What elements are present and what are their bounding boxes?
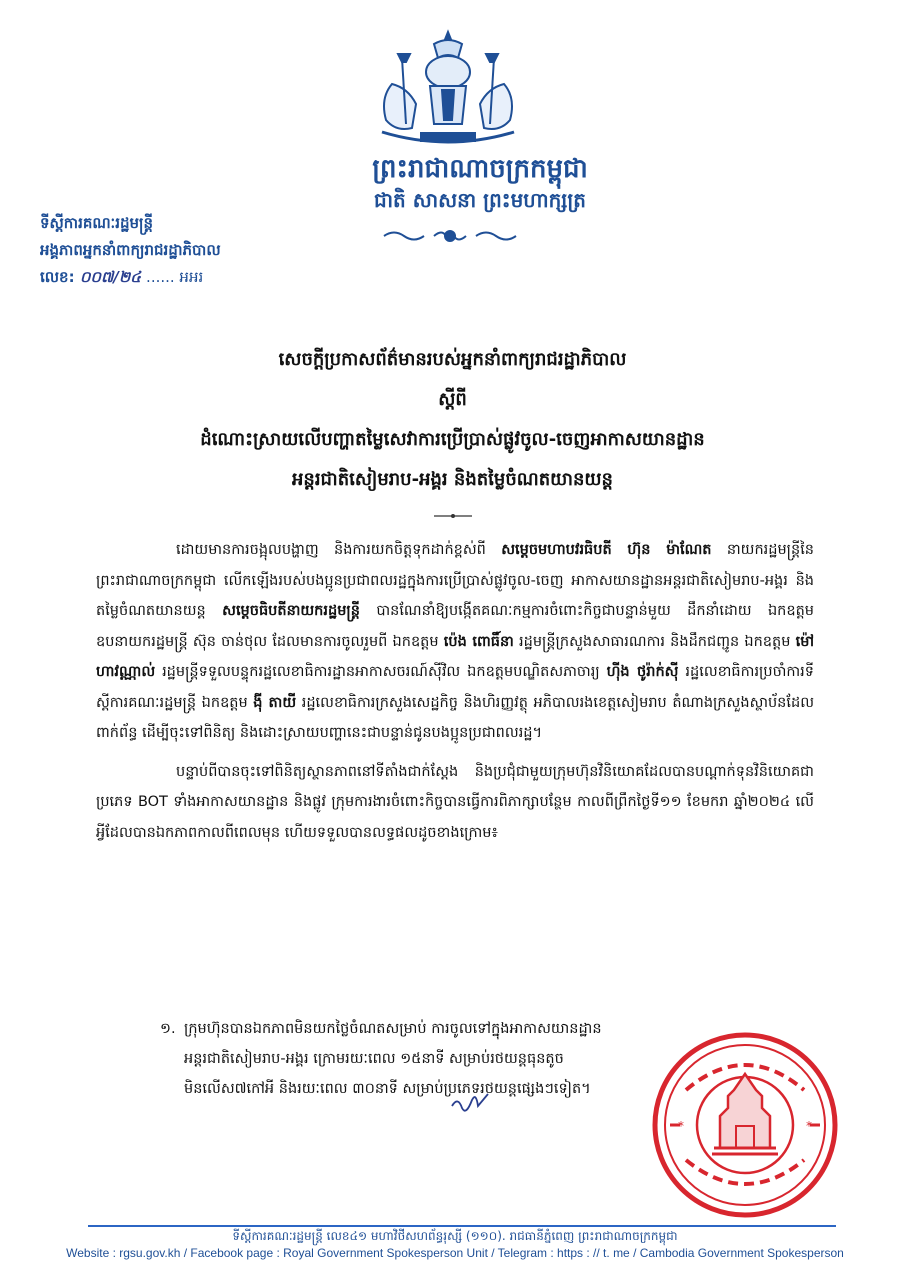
- document-body: [96, 535, 814, 856]
- handwritten-initial-icon: [448, 1088, 494, 1118]
- royal-coat-of-arms-icon: [372, 28, 524, 154]
- p1-text-e: បានណែនាំឱ្យបង្កើតគណៈកម្មការចំពោះកិច្ចជាបន្ទាន់មួយ ដឹកនាំដោយ ឯកឧត្តមឧបនាយករដ្ឋមន្ត្រី ស៊ុន ចាន់ថុល ដែលមានការចូលរួមពី ឯកឧត្តម: [96, 603, 814, 650]
- footer: [40, 1228, 870, 1262]
- title-line-3: ដំណោះស្រាយលើបញ្ហាតម្លៃសេវាការប្រើប្រាស់ផ្លូវចូល-ចេញអាកាសយានដ្ឋាន: [200, 429, 705, 450]
- p1-text-i: រដ្ឋមន្ត្រីទទួលបន្ទុករដ្ឋលេខាធិការដ្ឋានអាកាសចរណ៍ស៊ីវិល ឯកឧត្តមបណ្ឌិតសភាចារ្យ: [155, 664, 607, 680]
- p1-name-secretary-2: ង៉ី តាយី: [253, 694, 297, 711]
- svg-text:*: *: [806, 1119, 812, 1133]
- title-line-1: សេចក្តីប្រកាសព័ត៌មានរបស់អ្នកនាំពាក្យរាជរដ្ឋាភិបាល: [278, 349, 627, 370]
- reference-handwritten: ០០៧/២៤: [79, 268, 141, 286]
- result-item-1: [160, 1014, 630, 1104]
- footer-web-links: Website : rgsu.gov.kh / Facebook page : Royal Government Spokesperson Unit / Telegram : https : // t. me / Cambodia Government Spokesperson: [66, 1246, 844, 1260]
- title-line-2: ស្តីពី: [438, 389, 467, 410]
- p1-name-minister-2: ម៉ៅ ហាវណ្ណាល់: [96, 633, 815, 680]
- p1-title-pm: សម្តេចធិបតីនាយករដ្ឋមន្ត្រី: [222, 603, 360, 619]
- item-number: ១.: [160, 1021, 176, 1037]
- title-line-4: អន្តរជាតិសៀមរាប-អង្គរ និងតម្លៃចំណតយានយន្ត: [291, 469, 613, 490]
- p1-text-k: រដ្ឋលេខាធិការប្រចាំការទីស្តីការគណៈរដ្ឋមន្ត្រី ឯកឧត្តម: [96, 664, 814, 711]
- kingdom-motto: [290, 152, 670, 214]
- body-paragraph-2: បន្ទាប់ពីបានចុះទៅពិនិត្យស្ថានភាពនៅទីតាំងជាក់ស្តែង និងប្រជុំជាមួយក្រុមហ៊ុនវិនិយោគដែលបានបណ្តាក់ទុនវិនិយោគជាប្រភេទ BOT ទាំងអាកាសយានដ្ឋាន និងផ្លូវ ក្រុមការងារចំពោះកិច្ចបានធ្វើការពិភាក្សាបន្ថែម កាលពីព្រឹកថ្ងៃទី១១ ខែមករា ឆ្នាំ២០២៤ លើអ្វីដែលបានឯកភាពកាលពីពេលមុន ហើយទទួលបានលទ្ធផលដូចខាងក្រោម៖: [96, 763, 814, 841]
- national-motto: ជាតិ សាសនា ព្រះមហាក្សត្រ: [374, 188, 586, 212]
- p1-text-c: នាយករដ្ឋមន្ត្រីនៃព្រះរាជាណាចក្រកម្ពុជា លើកឡើងរបស់បងប្អូនប្រជាពលរដ្ឋក្នុងការប្រើប្រាស់ផ្លូវចូល-ចេញ អាកាសយានដ្ឋានអន្តរជាតិសៀមរាប-អង្គរ និងតម្លៃចំណតយានយន្ត: [96, 542, 815, 619]
- p1-text-a: ដោយមានការចង្អុលបង្ហាញ និងការយកចិត្តទុកដាក់ខ្ពស់ពី: [176, 542, 502, 558]
- body-paragraph-1: [96, 535, 814, 749]
- p1-name-minister-1: ប៉េង ពោធិ៍នា: [443, 633, 514, 650]
- office-name: ទីស្តីការគណៈរដ្ឋមន្ត្រី: [40, 214, 154, 232]
- title-divider-icon: [432, 512, 474, 520]
- reference-number: [40, 264, 360, 291]
- reference-label: លេខ:: [40, 268, 75, 286]
- issuing-office: [40, 210, 360, 291]
- p1-text-m: រដ្ឋលេខាធិការក្រសួងសេដ្ឋកិច្ច និងហិរញ្ញវត្ថុ អភិបាលរងខេត្តសៀមរាប តំណាងក្រសួងស្ថាប័នដែលពាក់ព័ន្ធ ដើម្បីចុះទៅពិនិត្យ និងដោះស្រាយបញ្ហានេះជាបន្ទាន់ជូនបងប្អូនប្រជាពលរដ្ឋ។: [96, 694, 814, 741]
- p1-name-pm: សម្តេចមហាបវរធិបតី ហ៊ុន ម៉ាណែត: [501, 542, 712, 558]
- ornament-divider-icon: [380, 227, 520, 245]
- kingdom-name: ព្រះរាជាណាចក្រកម្ពុជា: [372, 154, 588, 184]
- svg-text:*: *: [678, 1119, 684, 1133]
- document-title: [100, 340, 805, 500]
- p1-text-g: រដ្ឋមន្ត្រីក្រសួងសាធារណការ និងដឹកជញ្ជូន ឯកឧត្តម: [513, 633, 796, 650]
- official-red-seal-icon: [650, 1030, 840, 1220]
- footer-rule: [88, 1225, 836, 1227]
- footer-address: ទីស្តីការគណៈរដ្ឋមន្ត្រី លេខ៤១ មហាវិថីសហព័ន្ធរុស្សី (១១០). រាជធានីភ្នំពេញ ព្រះរាជាណាចក្រកម្ពុជា: [232, 1229, 678, 1243]
- item-text: ក្រុមហ៊ុនបានឯកភាពមិនយកថ្លៃចំណតសម្រាប់ ការចូលទៅក្នុងអាកាសយានដ្ឋានអន្តរជាតិសៀមរាប-អង្គរ ក្រោមរយៈពេល ១៥នាទី សម្រាប់រថយន្តធុនតូចមិនលើស៧កៅអី និងរយៈពេល ៣០នាទី សម្រាប់ប្រភេទរថយន្តផ្សេងៗទៀត។: [184, 1021, 602, 1097]
- p1-name-secretary-1: ហ៊ីង ថូរ៉ាក់ស៊ី: [606, 664, 679, 680]
- unit-name: អង្គភាពអ្នកនាំពាក្យរាជរដ្ឋាភិបាល: [40, 241, 221, 259]
- reference-suffix: ...... អអរ: [146, 268, 204, 286]
